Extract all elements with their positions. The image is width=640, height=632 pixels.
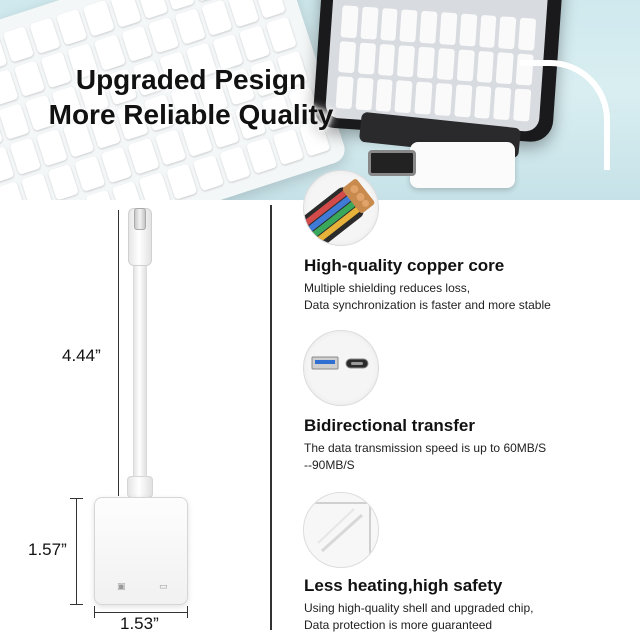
phone-keyboard-key bbox=[479, 15, 497, 48]
phone-keyboard-key bbox=[454, 85, 472, 118]
ports-icon bbox=[303, 330, 379, 406]
phone-keyboard-key bbox=[494, 87, 512, 120]
keyboard-key bbox=[47, 164, 79, 200]
keyboard-key bbox=[246, 137, 278, 174]
keyboard-key bbox=[192, 155, 224, 192]
phone-keyboard-key bbox=[496, 52, 514, 85]
keyboard-key bbox=[166, 163, 198, 200]
cable-strain-relief bbox=[127, 476, 153, 498]
feature-desc-line: Data synchronization is faster and more stable bbox=[304, 298, 551, 312]
phone-keyboard-key bbox=[499, 16, 517, 49]
feature-desc-safety bbox=[304, 600, 533, 632]
phone-keyboard-key bbox=[474, 86, 492, 119]
keyboard-key bbox=[266, 17, 298, 54]
feature-desc-line: Data protection is more guaranteed bbox=[304, 618, 493, 632]
adapter-cable bbox=[133, 266, 147, 494]
phone-keyboard-key bbox=[439, 12, 457, 45]
keyboard-key bbox=[74, 155, 106, 192]
banner-title-line1: Upgraded Pesign bbox=[75, 64, 307, 95]
adapter-body bbox=[94, 497, 188, 605]
keyboard-key bbox=[112, 181, 144, 200]
feature-desc-line: Multiple shielding reduces loss, bbox=[304, 281, 471, 295]
keyboard-key bbox=[101, 146, 133, 183]
phone-keyboard-key bbox=[395, 81, 413, 114]
keyboard-key bbox=[36, 129, 68, 166]
cable-length-dimension-line bbox=[118, 210, 119, 496]
phone-keyboard-key bbox=[434, 83, 452, 116]
body-width-label: 1.53” bbox=[120, 614, 159, 632]
body-height-tick-top bbox=[70, 498, 83, 499]
body-width-dimension-line bbox=[94, 612, 188, 613]
hero-adapter-image bbox=[410, 142, 515, 188]
shell-icon bbox=[303, 492, 379, 568]
phone-keyboard-key bbox=[378, 44, 396, 77]
keyboard-key bbox=[128, 138, 160, 175]
body-height-tick-bottom bbox=[70, 604, 83, 605]
phone-keyboard-key bbox=[358, 42, 376, 75]
phone-keyboard-key bbox=[437, 48, 455, 81]
feature-desc-bidirectional bbox=[304, 440, 546, 474]
keyboard-key bbox=[139, 172, 171, 200]
feature-desc-line: The data transmission speed is up to 60MB/S bbox=[304, 441, 547, 455]
keyboard-key bbox=[121, 26, 153, 63]
phone-keyboard-key bbox=[518, 18, 536, 51]
keyboard-key bbox=[201, 0, 233, 36]
hero-banner bbox=[0, 0, 640, 200]
hero-usb-plug-image bbox=[368, 150, 416, 176]
keyboard-key bbox=[21, 172, 53, 200]
feature-title-copper-core: High-quality copper core bbox=[304, 256, 505, 275]
keyboard-key bbox=[154, 129, 186, 166]
keyboard-key bbox=[219, 146, 251, 183]
banner-title bbox=[26, 62, 356, 132]
phone-keyboard-key bbox=[459, 14, 477, 47]
keyboard-key bbox=[136, 0, 168, 19]
keyboard-key bbox=[29, 17, 61, 54]
usb-port-icon: ▭ bbox=[159, 582, 168, 592]
banner-title-line2: More Reliable Quality bbox=[48, 99, 334, 130]
feature-desc-line: Using high-quality shell and upgraded chip, bbox=[304, 601, 534, 615]
copper-core-icon bbox=[303, 170, 379, 246]
phone-keyboard-key bbox=[397, 45, 415, 78]
feature-title-bidirectional: Bidirectional transfer bbox=[304, 416, 475, 435]
keyboard-key bbox=[239, 25, 271, 62]
cable-length-label: 4.44” bbox=[62, 346, 101, 365]
phone-keyboard-key bbox=[420, 11, 438, 44]
body-width-tick-left bbox=[94, 606, 95, 618]
keyboard-key bbox=[56, 9, 88, 46]
phone-keyboard-key bbox=[380, 8, 398, 41]
feature-desc-copper-core bbox=[304, 280, 551, 314]
body-width-tick-right bbox=[187, 606, 188, 618]
phone-keyboard-key bbox=[355, 78, 373, 111]
feature-desc-line: --90MB/S bbox=[304, 458, 355, 472]
keyboard-key bbox=[272, 129, 304, 166]
keyboard-key bbox=[3, 26, 35, 63]
keyboard-key bbox=[147, 17, 179, 54]
phone-keyboard-key bbox=[375, 79, 393, 112]
phone-keyboard-key bbox=[400, 9, 418, 42]
feature-title-safety: Less heating,high safety bbox=[304, 576, 503, 595]
vertical-divider bbox=[270, 205, 272, 630]
body-height-label: 1.57” bbox=[28, 540, 67, 559]
keyboard-key bbox=[83, 0, 115, 37]
keyboard-key bbox=[254, 0, 286, 19]
keyboard-key bbox=[174, 8, 206, 45]
phone-keyboard-key bbox=[360, 7, 378, 40]
phone-keyboard-key bbox=[341, 5, 359, 38]
usb-c-tip bbox=[134, 208, 146, 230]
body-height-dimension-line bbox=[76, 498, 77, 604]
phone-keyboard-key bbox=[457, 49, 475, 82]
phone-keyboard-key bbox=[417, 46, 435, 79]
hero-cable-image bbox=[520, 60, 610, 170]
camera-icon: ▣ bbox=[117, 582, 126, 592]
phone-keyboard-key bbox=[415, 82, 433, 115]
phone-keyboard-key bbox=[476, 50, 494, 83]
keyboard-key bbox=[10, 138, 42, 175]
keyboard-key bbox=[228, 0, 260, 28]
keyboard-key bbox=[110, 0, 142, 28]
